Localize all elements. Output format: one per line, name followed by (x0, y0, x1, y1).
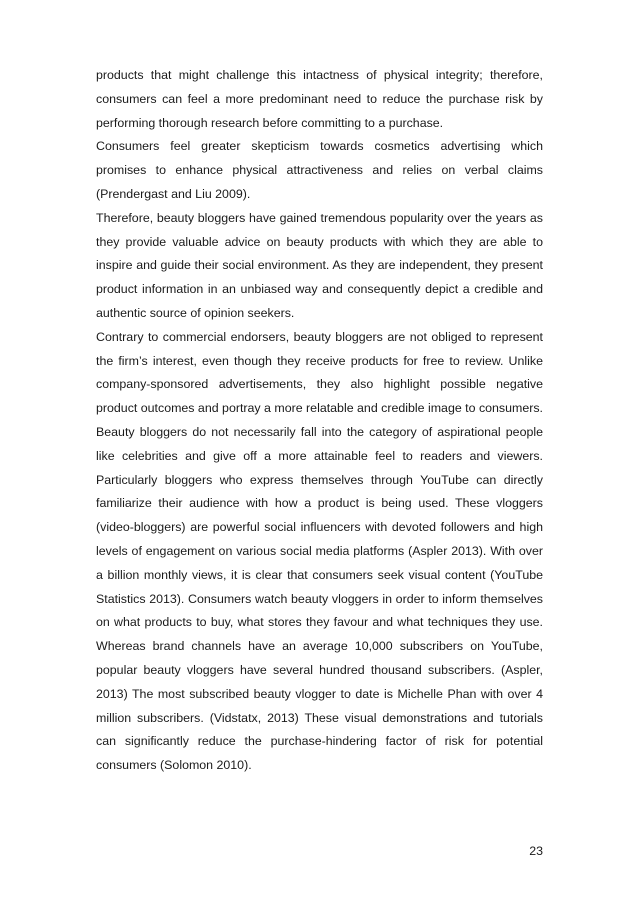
paragraph-2: Consumers feel greater skepticism towards cosmetics advertising which promises to enhance physical attractiveness and relies on verbal claims (Prendergast and Liu 2009). (96, 139, 543, 201)
paragraph-4: Contrary to commercial endorsers, beauty bloggers are not obliged to represent the firm’s interest, even though they receive products for free to review. Unlike company-sponsored advertisements, they also highlight possible negative product outcomes and portray a more relatable and credible image to consumers. Beauty bloggers do not necessarily fall into the category of aspirational people like celebrities and give off a more attainable feel to readers and viewers. Particularly bloggers who express themselves through YouTube can directly familiarize their audience with how a product is being used. These vloggers (video-bloggers) are powerful social influencers with devoted followers and high levels of engagement on various social media platforms (Aspler 2013). With over a billion monthly views, it is clear that consumers seek visual content (YouTube Statistics 2013). Consumers watch beauty vloggers in order to inform themselves on what products to buy, what stores they favour and what techniques they use. Whereas brand channels have an average 10,000 subscribers on YouTube, popular beauty vloggers have several hundred thousand subscribers. (Aspler, 2013) The most subscribed beauty vlogger to date is Michelle Phan with over 4 million subscribers. (Vidstatx, 2013) These visual demonstrations and tutorials can significantly reduce the purchase-hindering factor of risk for potential consumers (Solomon 2010). (96, 329, 543, 773)
page-number: 23 (529, 844, 543, 858)
body-text (96, 64, 543, 778)
paragraph-3: Therefore, beauty bloggers have gained tremendous popularity over the years as they provide valuable advice on beauty products with which they are able to inspire and guide their social environment. As they are independent, they present product information in an unbiased way and consequently depict a credible and authentic source of opinion seekers. (96, 210, 543, 320)
paragraph-1: products that might challenge this intactness of physical integrity; therefore, consumers can feel a more predominant need to reduce the purchase risk by performing thorough research before committing to a purchase. (96, 68, 543, 130)
